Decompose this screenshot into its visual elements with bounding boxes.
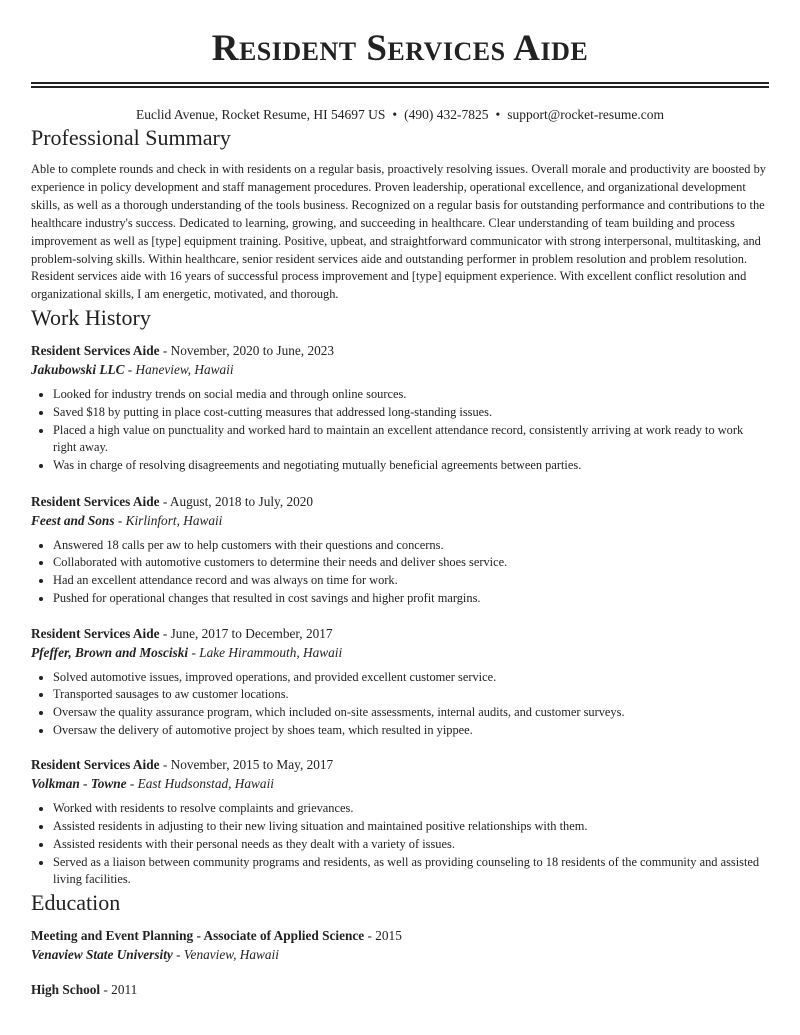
degree-line xyxy=(31,926,769,945)
job-title-line xyxy=(31,492,769,511)
degree-line xyxy=(31,980,769,999)
job-title: Resident Services Aide xyxy=(31,343,160,359)
employer-line xyxy=(31,643,769,662)
job-bullet: • Assisted residents in adjusting to their new living situation and maintained positive relationships with them. xyxy=(53,818,769,836)
job-bullet: • Served as a liaison between community programs and residents, as well as providing counseling to 18 residents of the community and assisted living facilities. xyxy=(53,854,769,889)
job-bullet: • Was in charge of resolving disagreements and negotiating mutually beneficial agreements between parties. xyxy=(53,457,769,475)
employer-line xyxy=(31,511,769,530)
job-bullet: • Answered 18 calls per aw to help customers with their questions and concerns. xyxy=(53,537,769,555)
job-bullet: • Placed a high value on punctuality and worked hard to maintain an excellent attendance record, consistently arriving at work ready to work right away. xyxy=(53,422,769,457)
job-bullet: • Worked with residents to resolve complaints and grievances. xyxy=(53,800,769,818)
job-bullet: • Transported sausages to aw customer locations. xyxy=(53,686,769,704)
school-location: - Venaview, Hawaii xyxy=(172,946,279,962)
employer-name: Feest and Sons xyxy=(31,512,115,528)
candidate-name: Resident Services Aide xyxy=(211,28,589,69)
job-title-line xyxy=(31,755,769,774)
job-title-line xyxy=(31,624,769,643)
header-divider xyxy=(31,82,769,88)
degree-name: High School xyxy=(31,981,101,997)
work-history-heading: Work History xyxy=(31,305,151,331)
job-bullets xyxy=(31,669,769,740)
job-title: Resident Services Aide xyxy=(31,625,160,641)
job-bullet: • Looked for industry trends on social media and through online sources. xyxy=(53,386,769,404)
job-entry xyxy=(31,341,769,475)
employer-location: - Lake Hirammouth, Hawaii xyxy=(188,644,343,660)
education-heading: Education xyxy=(31,889,121,915)
degree-year: - 2011 xyxy=(100,981,138,997)
job-bullet: • Collaborated with automotive customers to determine their needs and deliver shoes service. xyxy=(53,554,769,572)
employer-location: - Kirlinfort, Hawaii xyxy=(114,512,223,528)
contact-phone: (490) 432-7825 xyxy=(404,107,489,122)
employer-name: Pfeffer, Brown and Mosciski xyxy=(31,644,189,660)
job-bullets xyxy=(31,537,769,608)
contact-address: Euclid Avenue, Rocket Resume, HI 54697 US xyxy=(135,107,386,122)
job-bullet: • Pushed for operational changes that resulted in cost savings and higher profit margins. xyxy=(53,590,769,608)
job-entry xyxy=(31,492,769,608)
job-dates: - November, 2015 to May, 2017 xyxy=(159,757,334,773)
employer-location: - Haneview, Hawaii xyxy=(124,362,234,378)
job-entry xyxy=(31,624,769,740)
job-bullet: • Saved $18 by putting in place cost-cutting measures that addressed long-standing issues. xyxy=(53,404,769,422)
education-entry xyxy=(31,926,769,964)
job-bullet: • Oversaw the quality assurance program, which included on-site assessments, internal audits, and customer surveys. xyxy=(53,704,769,722)
degree-name: Meeting and Event Planning - Associate of Applied Science xyxy=(31,927,365,943)
contact-separator: • xyxy=(392,107,398,122)
job-bullets xyxy=(31,800,769,889)
contact-email[interactable]: support@rocket-resume.com xyxy=(507,107,665,122)
contact-separator: • xyxy=(495,107,501,122)
employer-line xyxy=(31,360,769,379)
job-entry xyxy=(31,755,769,889)
job-title: Resident Services Aide xyxy=(31,493,160,509)
job-dates: - August, 2018 to July, 2020 xyxy=(159,493,314,509)
school-line xyxy=(31,945,769,964)
employer-line xyxy=(31,774,769,793)
job-title: Resident Services Aide xyxy=(31,757,160,773)
job-bullet: • Solved automotive issues, improved operations, and provided excellent customer service. xyxy=(53,669,769,687)
job-dates: - June, 2017 to December, 2017 xyxy=(159,625,333,641)
job-bullets xyxy=(31,386,769,475)
job-title-line xyxy=(31,341,769,360)
job-dates: - November, 2020 to June, 2023 xyxy=(159,343,335,359)
employer-name: Volkman - Towne xyxy=(31,776,127,792)
job-bullet: • Assisted residents with their personal needs as they dealt with a variety of issues. xyxy=(53,836,769,854)
summary-text: Able to complete rounds and check in with residents on a regular basis, proactively resolving issues. Overall morale and productivity are boosted by experience in policy development and staff management procedures. Proven leadership, operational excellence, and organizational development skills, as well as a thorough understanding of the tools business. Recognized on a regular basis for outstanding performance and contributions to the healthcare industry's success. Dedicated to learning, growing, and succeeding in healthcare. Clear understanding of team building and process improvement as well as [type] equipment training. Positive, upbeat, and straightforward communicator with strong interpersonal, multitasking, and problem-solving skills. Within healthcare, senior resident services aide and outstanding performer in problem resolution and problem resolution. Resident services aide with 16 years of successful process improvement and [type] equipment experience. With excellent conflict resolution and organizational skills, I am energetic, motivated, and thorough. xyxy=(31,162,766,302)
school-name: Venaview State University xyxy=(31,946,173,962)
job-bullet: • Oversaw the delivery of automotive project by shoes team, which resulted in yippee. xyxy=(53,722,769,740)
job-bullet: • Had an excellent attendance record and was always on time for work. xyxy=(53,572,769,590)
summary-heading: Professional Summary xyxy=(31,125,231,150)
contact-line xyxy=(31,106,769,124)
degree-year: - 2015 xyxy=(364,927,402,943)
employer-location: - East Hudsonstad, Hawaii xyxy=(126,776,274,792)
employer-name: Jakubowski LLC xyxy=(31,362,125,378)
education-entry xyxy=(31,980,769,999)
